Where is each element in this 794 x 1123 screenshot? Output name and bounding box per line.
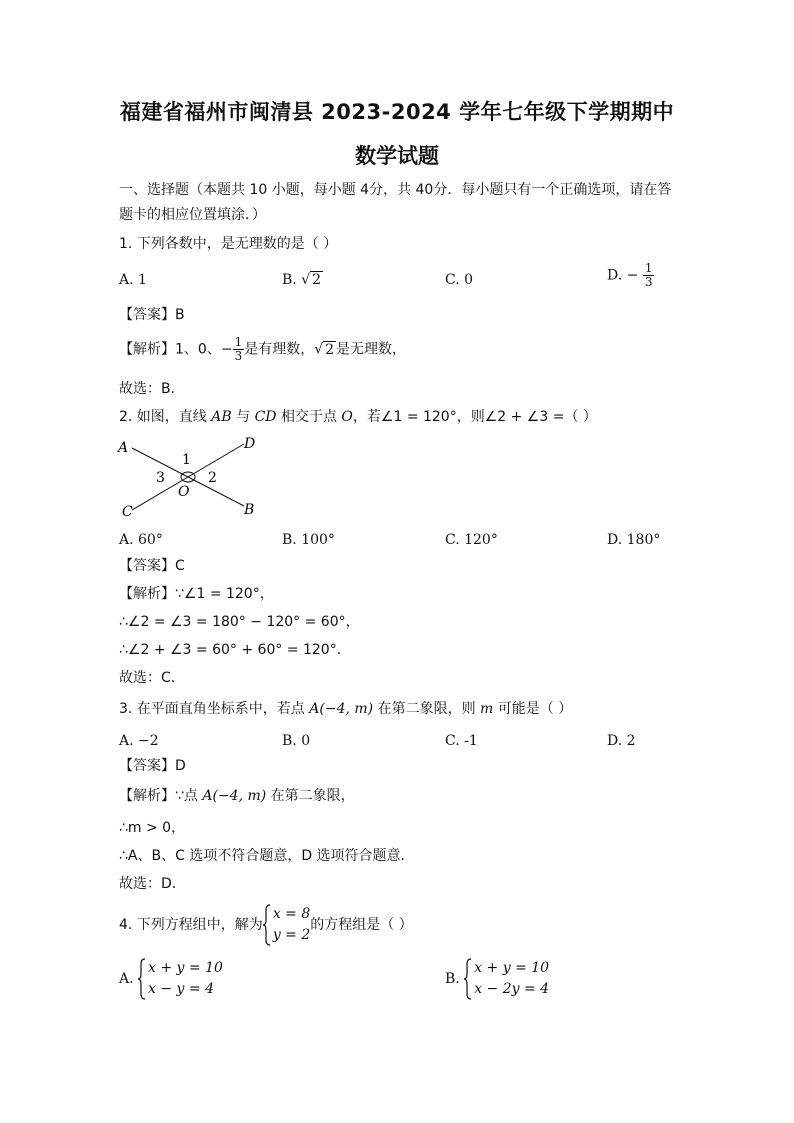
sqrt-symbol: √ 2 — [301, 272, 322, 288]
q3-explanation-line2: ∴m > 0， — [119, 820, 186, 836]
q1-stem: 1. 下列各数中，是无理数的是（ ） — [119, 236, 338, 252]
q1-answer: 【答案】B — [119, 307, 185, 323]
q3-conclusion: 故选：D． — [119, 876, 186, 892]
q2-option-c: C. 120° — [445, 532, 498, 548]
section-heading-line2: 题卡的相应位置填涂．） — [119, 207, 266, 223]
label-a: A — [118, 440, 129, 456]
q2-explanation-line1: 【解析】∵∠1 = 120°， — [119, 586, 274, 602]
q1-conclusion: 故选：B． — [119, 381, 185, 397]
angle-label-2: 2 — [208, 470, 217, 486]
q4-solution-y: y = 2 — [272, 927, 311, 943]
q1-option-d — [607, 262, 654, 289]
q1-option-b-radicand: 2 — [312, 272, 322, 288]
q2-explanation-line2: ∴∠2 = ∠3 = 180° − 120° = 60°， — [119, 614, 360, 630]
q2-stem-tail: ，若∠1 = 120°，则∠2 + ∠3 =（ ） — [352, 409, 597, 425]
label-d: D — [244, 436, 256, 452]
q4-option-a-system — [138, 958, 223, 1000]
q2-point-o: O — [341, 409, 353, 425]
brace-icon — [263, 904, 271, 946]
label-b: B — [244, 502, 255, 518]
q2-conclusion: 故选：C． — [119, 670, 185, 686]
q1-explanation-sign: − — [220, 341, 233, 358]
fraction-denominator: 3 — [644, 275, 653, 289]
q2-option-d: D. 180° — [607, 532, 661, 548]
q1-option-d-label: D. — [607, 267, 623, 284]
q4-option-b-label: B. — [445, 971, 460, 987]
q3-explanation-tail: 在第二象限， — [266, 788, 355, 804]
q1-option-d-fraction — [643, 262, 655, 289]
q2-option-b: B. 100° — [282, 532, 335, 548]
q2-explanation-line3: ∴∠2 + ∠3 = 60° + 60° = 120°． — [119, 642, 351, 658]
q1-explanation-fraction — [233, 336, 245, 363]
q3-option-c: C. -1 — [445, 733, 478, 749]
q2-line-cd: CD — [254, 409, 277, 425]
q3-explanation-lead: 【解析】∵点 — [119, 788, 203, 804]
angle-label-3: 3 — [156, 470, 165, 486]
q4-option-a-label: A. — [119, 971, 134, 987]
q1-option-c: C. 0 — [445, 272, 474, 288]
q2-stem — [119, 407, 597, 427]
fraction-numerator: 1 — [644, 261, 653, 275]
q1-explanation-tail: 是无理数， — [336, 341, 407, 358]
q4-stem-tail: 的方程组是（ ） — [310, 917, 413, 933]
q2-stem-point: 相交于点 — [276, 409, 342, 425]
label-c: C — [122, 504, 133, 520]
q3-point: A(−4, m) — [309, 701, 374, 717]
brace-icon — [464, 958, 472, 1000]
q4-solution-x: x = 8 — [272, 906, 311, 922]
q3-stem-mid: 在第二象限，则 — [373, 701, 481, 717]
q3-option-a: A. −2 — [119, 733, 159, 749]
q1-explanation-mid: 是有理数， — [244, 341, 315, 358]
q1-option-d-sign: − — [626, 267, 639, 284]
page-subtitle: 数学试题 — [355, 144, 439, 168]
q2-stem-and: 与 — [231, 409, 255, 425]
q4-option-a-eq1: x + y = 10 — [148, 960, 223, 976]
q2-line-ab: AB — [211, 409, 232, 425]
q2-stem-lead: 2. 如图，直线 — [119, 409, 212, 425]
q3-stem-tail: 可能是（ ） — [493, 701, 573, 717]
q1-option-b — [282, 270, 323, 290]
q3-option-d: D. 2 — [607, 733, 636, 749]
q1-option-a: A. 1 — [119, 272, 147, 288]
q2-answer: 【答案】C — [119, 558, 185, 574]
section-heading-line1: 一、选择题（本题共 10 小题，每小题 4分，共 40分．每小题只有一个正确选项，请在答 — [119, 182, 672, 198]
page-title: 福建省福州市闽清县 2023-2024 学年七年级下学期期中 — [119, 100, 675, 124]
brace-icon — [138, 958, 146, 1000]
q1-explanation-lead: 【解析】1、0、 — [119, 341, 221, 358]
q3-stem-lead: 3. 在平面直角坐标系中，若点 — [119, 701, 310, 717]
sqrt-symbol: √ 2 — [314, 341, 335, 358]
q3-answer: 【答案】D — [119, 758, 186, 774]
q4-stem — [119, 904, 413, 946]
q4-option-b-eq1: x + y = 10 — [474, 960, 550, 976]
q4-option-b-system — [464, 958, 549, 1000]
q3-explanation-line1 — [119, 786, 355, 806]
q4-solution-system — [263, 904, 310, 946]
q1-explanation — [119, 336, 406, 363]
q3-variable-m: m — [480, 701, 494, 717]
q1-option-b-label: B. — [282, 272, 297, 288]
q2-option-a: A. 60° — [119, 532, 163, 548]
q4-option-b — [445, 958, 549, 1000]
fraction-denominator: 3 — [234, 349, 243, 363]
q3-explanation-point: A(−4, m) — [202, 788, 267, 804]
angle-label-1: 1 — [182, 452, 191, 468]
q2-intersecting-lines-figure — [116, 434, 266, 522]
q4-stem-lead: 4. 下列方程组中，解为 — [119, 917, 263, 933]
label-o: O — [178, 484, 190, 500]
q4-option-a-eq2: x − y = 4 — [148, 981, 214, 997]
q4-option-a — [119, 958, 223, 1000]
q4-option-b-eq2: x − 2y = 4 — [474, 981, 550, 997]
q3-option-b: B. 0 — [282, 733, 311, 749]
q3-explanation-line3: ∴A、B、C 选项不符合题意，D 选项符合题意． — [119, 848, 415, 864]
fraction-numerator: 1 — [234, 335, 243, 349]
q1-explanation-radicand: 2 — [325, 341, 335, 358]
q3-stem — [119, 699, 572, 719]
